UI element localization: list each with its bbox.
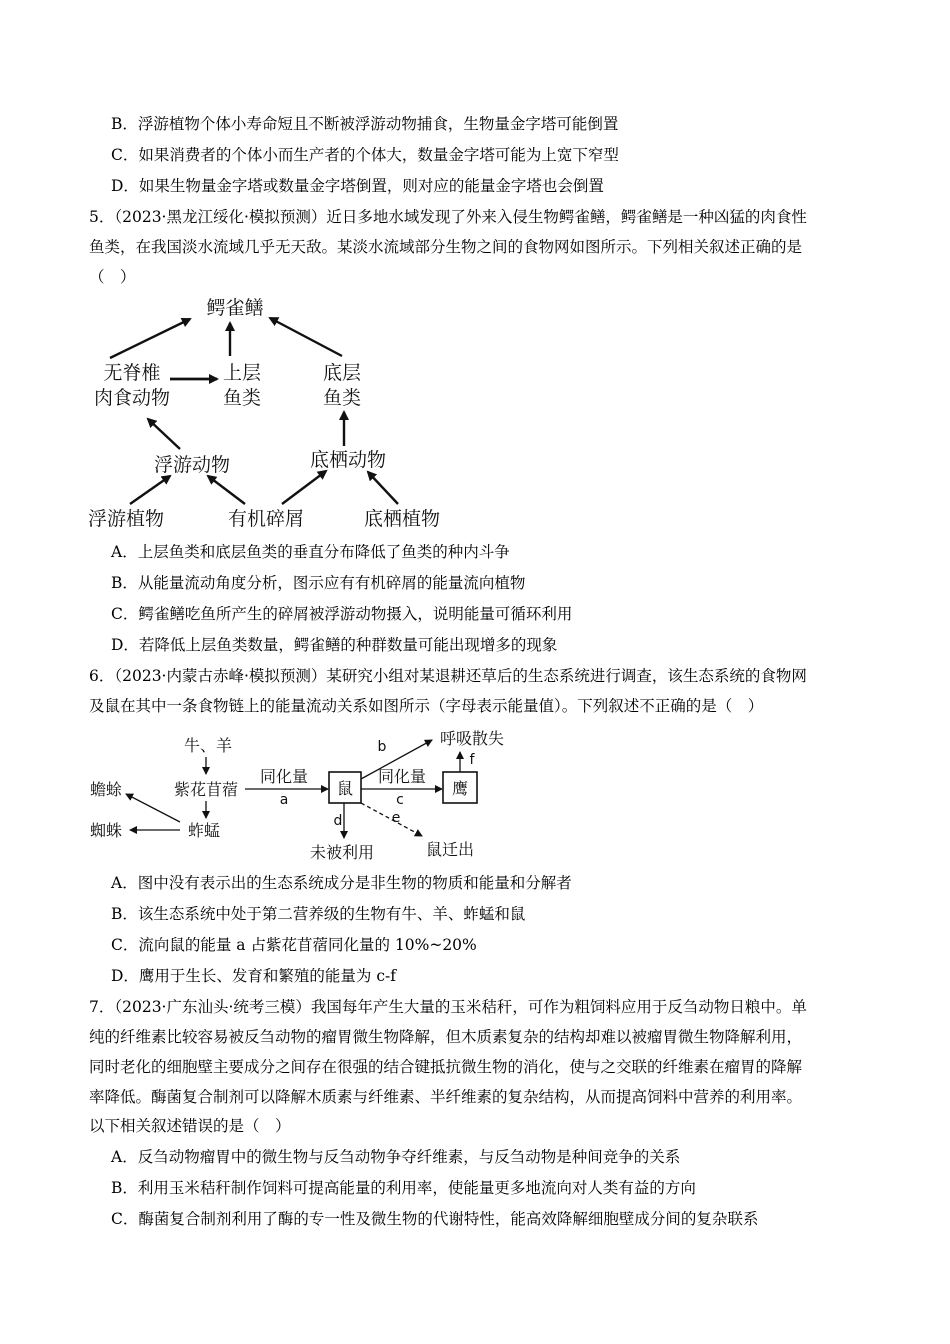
node-bottom-fish-1: 底层 [322,362,362,384]
q7-stem-line4: 率降低。酶菌复合制剂可以降解木质素与纤维素、半纤维素的复杂结构，从而提高饲料中营养的利用率。 [89,1088,803,1106]
q7-stem-line5: 以下相关叙述错误的是（ ） [89,1117,291,1135]
q6-energy-flow-diagram [80,724,510,866]
label-f: f [469,752,475,768]
arrow-detritus-to-benthic [282,471,326,504]
node-mouse-emigrate: 鼠迁出 [425,840,475,859]
arrow-zooplankton-to-invertebrate [148,419,180,449]
label-d: d [333,813,343,829]
node-respiration: 呼吸散失 [439,729,505,748]
arrow-benthic-plant-to-benthic [368,472,398,504]
q5-stem-line2: 鱼类，在我国淡水流域几乎无天敌。某淡水流域部分生物之间的食物网如图所示。下列相关叙述正确的是 [89,238,803,256]
arrow-bottom-to-gar [270,318,342,356]
q6-option-b: B．该生态系统中处于第二营养级的生物有牛、羊、蚱蜢和鼠 [111,905,526,923]
node-invertebrate-2: 肉食动物 [93,387,171,409]
arrow-detritus-to-zoo [208,476,245,504]
q6-option-c: C．流向鼠的能量 a 占紫花苜蓿同化量的 10%~20% [111,936,477,954]
label-assimilation-2: 同化量 [377,767,427,786]
q6-stem-line1: 6．（2023·内蒙古赤峰·模拟预测）某研究小组对某退耕还草后的生态系统进行调查，该生态系统的食物网 [89,667,807,685]
arrow-phyto-to-zoo [130,476,170,504]
label-b: b [377,739,387,755]
q7-stem-line3: 同时老化的细胞壁主要成分之间存在很强的结合键抵抗微生物的消化，使与之交联的纤维素在瘤胃的降解 [89,1058,803,1076]
q5-option-a: A．上层鱼类和底层鱼类的垂直分布降低了鱼类的种内斗争 [111,543,510,561]
node-mouse: 鼠 [336,779,354,798]
label-a: a [279,792,289,808]
label-assimilation-1: 同化量 [259,767,309,786]
node-cattle-sheep: 牛、羊 [183,736,233,755]
q7-option-b: B．利用玉米秸秆制作饲料可提高能量的利用率，使能量更多地流向对人类有益的方向 [111,1179,696,1197]
node-alfalfa: 紫花苜蓿 [173,780,239,799]
node-hawk: 鹰 [451,779,469,798]
q5-option-d: D．若降低上层鱼类数量，鳄雀鳝的种群数量可能出现增多的现象 [111,636,558,654]
node-invertebrate-1: 无脊椎 [103,362,161,384]
q7-option-a: A．反刍动物瘤胃中的微生物与反刍动物争夺纤维素，与反刍动物是种间竞争的关系 [111,1148,681,1166]
q7-stem-line2: 纯的纤维素比较容易被反刍动物的瘤胃微生物降解，但木质素复杂的结构却难以被瘤胃微生物降解利用， [89,1028,803,1046]
node-bottom-fish-2: 鱼类 [322,387,362,409]
q5-stem-line1: 5．（2023·黑龙江绥化·模拟预测）近日多地水域发现了外来入侵生物鳄雀鳝，鳄雀鳝是一种凶猛的肉食性 [89,208,807,226]
q5-food-web-diagram [80,288,460,538]
node-zooplankton: 浮游动物 [153,454,231,476]
q5-stem-line3: （ ） [89,268,136,286]
node-gar: 鳄雀鳝 [206,297,264,319]
q6-stem-line2: 及鼠在其中一条食物链上的能量流动关系如图所示（字母表示能量值）。下列叙述不正确的是（ ） [89,697,764,715]
label-e: e [391,810,401,826]
node-upper-fish-2: 鱼类 [222,387,262,409]
node-spider: 蜘蛛 [89,821,123,840]
q7-option-c: C．酶菌复合制剂利用了酶的专一性及微生物的代谢特性，能高效降解细胞壁成分间的复杂联系 [111,1210,759,1228]
q6-option-d: D．鹰用于生长、发育和繁殖的能量为 c-f [111,967,397,985]
q4-option-d: D．如果生物量金字塔或数量金字塔倒置，则对应的能量金字塔也会倒置 [111,177,604,195]
node-grasshopper: 蚱蜢 [187,821,221,840]
q7-stem-line1: 7．（2023·广东汕头·统考三模）我国每年产生大量的玉米秸秆，可作为粗饲料应用于反刍动物日粮中。单 [89,998,807,1016]
node-benthic-plant: 底栖植物 [363,508,441,530]
q5-option-c: C．鳄雀鳝吃鱼所产生的碎屑被浮游动物摄入，说明能量可循环利用 [111,605,573,623]
node-benthic-animal: 底栖动物 [309,449,387,471]
q4-option-c: C．如果消费者的个体小而生产者的个体大，数量金字塔可能为上宽下窄型 [111,146,619,164]
node-unused: 未被利用 [309,843,375,862]
q6-option-a: A．图中没有表示出的生态系统成分是非生物的物质和能量和分解者 [111,874,572,892]
q4-option-b: B．浮游植物个体小寿命短且不断被浮游动物捕食，生物量金字塔可能倒置 [111,115,619,133]
arrow-grasshopper-to-toad [126,794,180,822]
node-detritus: 有机碎屑 [227,508,305,530]
node-phytoplankton: 浮游植物 [87,508,165,530]
node-toad: 蟾蜍 [89,780,123,799]
node-upper-fish-1: 上层 [222,362,262,384]
label-c: c [396,792,404,808]
q5-option-b: B．从能量流动角度分析，图示应有有机碎屑的能量流向植物 [111,574,526,592]
arrow-invertebrate-to-gar [110,319,190,358]
